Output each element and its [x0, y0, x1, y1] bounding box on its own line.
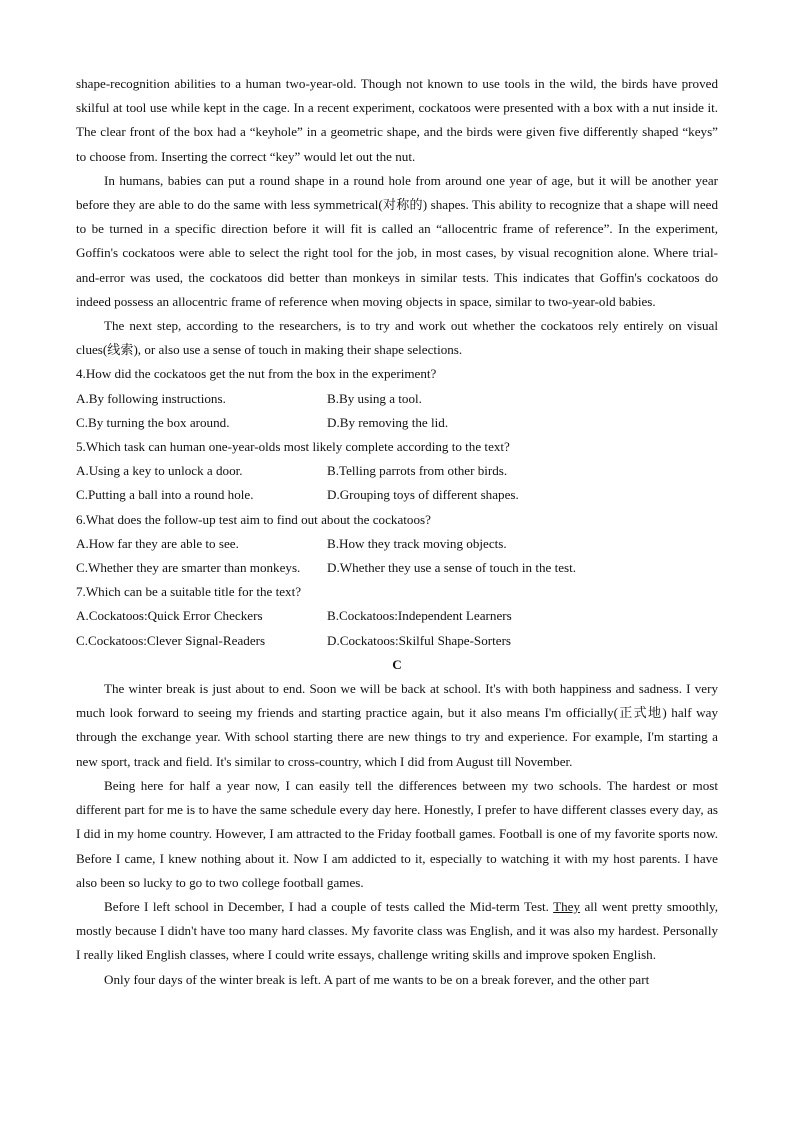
question-6: [76, 508, 718, 581]
paragraph-text: Before I left school in December, I had a couple of tests called the Mid-term Test.: [104, 898, 554, 914]
option-b: B.Cockatoos:Independent Learners: [327, 608, 512, 624]
option-a: A.Cockatoos:Quick Error Checkers: [76, 608, 263, 624]
passage-b-paragraph-3: The next step, according to the researchers, is to try and work out whether the cockatoos rely entirely on visual clues(线索), or also use a sense of touch in making their shape selections.: [76, 318, 718, 358]
option-b: B.How they track moving objects.: [327, 535, 507, 551]
passage-c-paragraph-4: Only four days of the winter break is left. A part of me wants to be on a break forever, and the other part: [104, 971, 650, 987]
section-heading-c: C: [392, 656, 402, 672]
passage-b-paragraph-2: In humans, babies can put a round shape in a round hole from around one year of age, but it will be another year before they are able to do the same with less symmetrical(对称的) shapes. This ability to recognize that a shape will need to be turned in a specific direction before it will fit is called an “allocentric frame of reference”. In the experiment, Goffin's cockatoos were able to select the right tool for the job, in most cases, by visual recognition alone. Where trial-and-error was used, the cockatoos did better than monkeys in similar tests. This indicates that Goffin's cockatoos do indeed possess an allocentric frame of reference when moving objects in space, similar to two-year-old babies.: [76, 172, 718, 309]
option-a: A.How far they are able to see.: [76, 535, 239, 551]
option-c: C.By turning the box around.: [76, 414, 230, 430]
question-7: [76, 580, 718, 653]
option-d: D.Whether they use a sense of touch in the test.: [327, 560, 577, 576]
option-d: D.By removing the lid.: [327, 414, 449, 430]
option-c: C.Cockatoos:Clever Signal-Readers: [76, 632, 266, 648]
option-d: D.Grouping toys of different shapes.: [327, 487, 519, 503]
passage-c-paragraph-3: [76, 895, 718, 968]
option-c: C.Whether they are smarter than monkeys.: [76, 560, 301, 576]
option-b: B.By using a tool.: [327, 390, 422, 406]
passage-c-paragraph-1: The winter break is just about to end. Soon we will be back at school. It's with both happiness and sadness. I very much look forward to seeing my friends and starting practice again, but it also means I'm officially(正式地) half way through the exchange year. With school starting there are new things to try and experience. For example, I'm starting a new sport, track and field. It's similar to cross-country, which I did from August till November.: [76, 681, 718, 769]
question-stem: 4.How did the cockatoos get the nut from the box in the experiment?: [76, 366, 437, 382]
question-stem: 7.Which can be a suitable title for the text?: [76, 584, 302, 600]
underlined-word: They: [553, 898, 581, 914]
paragraph-text: all went pretty smoothly, mostly because I didn't have too many hard classes. My favorite class was English, and it was also my hardest. Personally I really liked English classes, where I could write essays, challenge writing skills and improve spoken English.: [76, 898, 718, 963]
option-c: C.Putting a ball into a round hole.: [76, 487, 254, 503]
option-d: D.Cockatoos:Skilful Shape-Sorters: [327, 632, 512, 648]
document-page: [76, 72, 718, 992]
question-stem: 6.What does the follow-up test aim to find out about the cockatoos?: [76, 511, 431, 527]
passage-c-paragraph-2: Being here for half a year now, I can easily tell the differences between my two schools. The hardest or most different part for me is to have the same schedule every day here. Honestly, I prefer to have different classes every day, as I did in my home country. However, I am attracted to the Friday football games. Football is one of my favorite sports now. Before I came, I knew nothing about it. Now I am addicted to it, especially to watching it with my host parents. I have also been so lucky to go to two college football games.: [76, 777, 718, 890]
option-b: B.Telling parrots from other birds.: [327, 463, 508, 479]
question-5: [76, 435, 718, 508]
passage-b-paragraph-1: shape-recognition abilities to a human two-year-old. Though not known to use tools in the wild, the birds have proved skilful at tool use while kept in the cage. In a recent experiment, cockatoos were presented with a box with a nut inside it. The clear front of the box had a “keyhole” in a geometric shape, and the birds were given five differently shaped “keys” to choose from. Inserting the correct “key” would let out the nut.: [76, 76, 718, 164]
option-a: A.By following instructions.: [76, 390, 226, 406]
option-a: A.Using a key to unlock a door.: [76, 463, 243, 479]
question-4: [76, 362, 718, 435]
question-stem: 5.Which task can human one-year-olds most likely complete according to the text?: [76, 439, 510, 455]
